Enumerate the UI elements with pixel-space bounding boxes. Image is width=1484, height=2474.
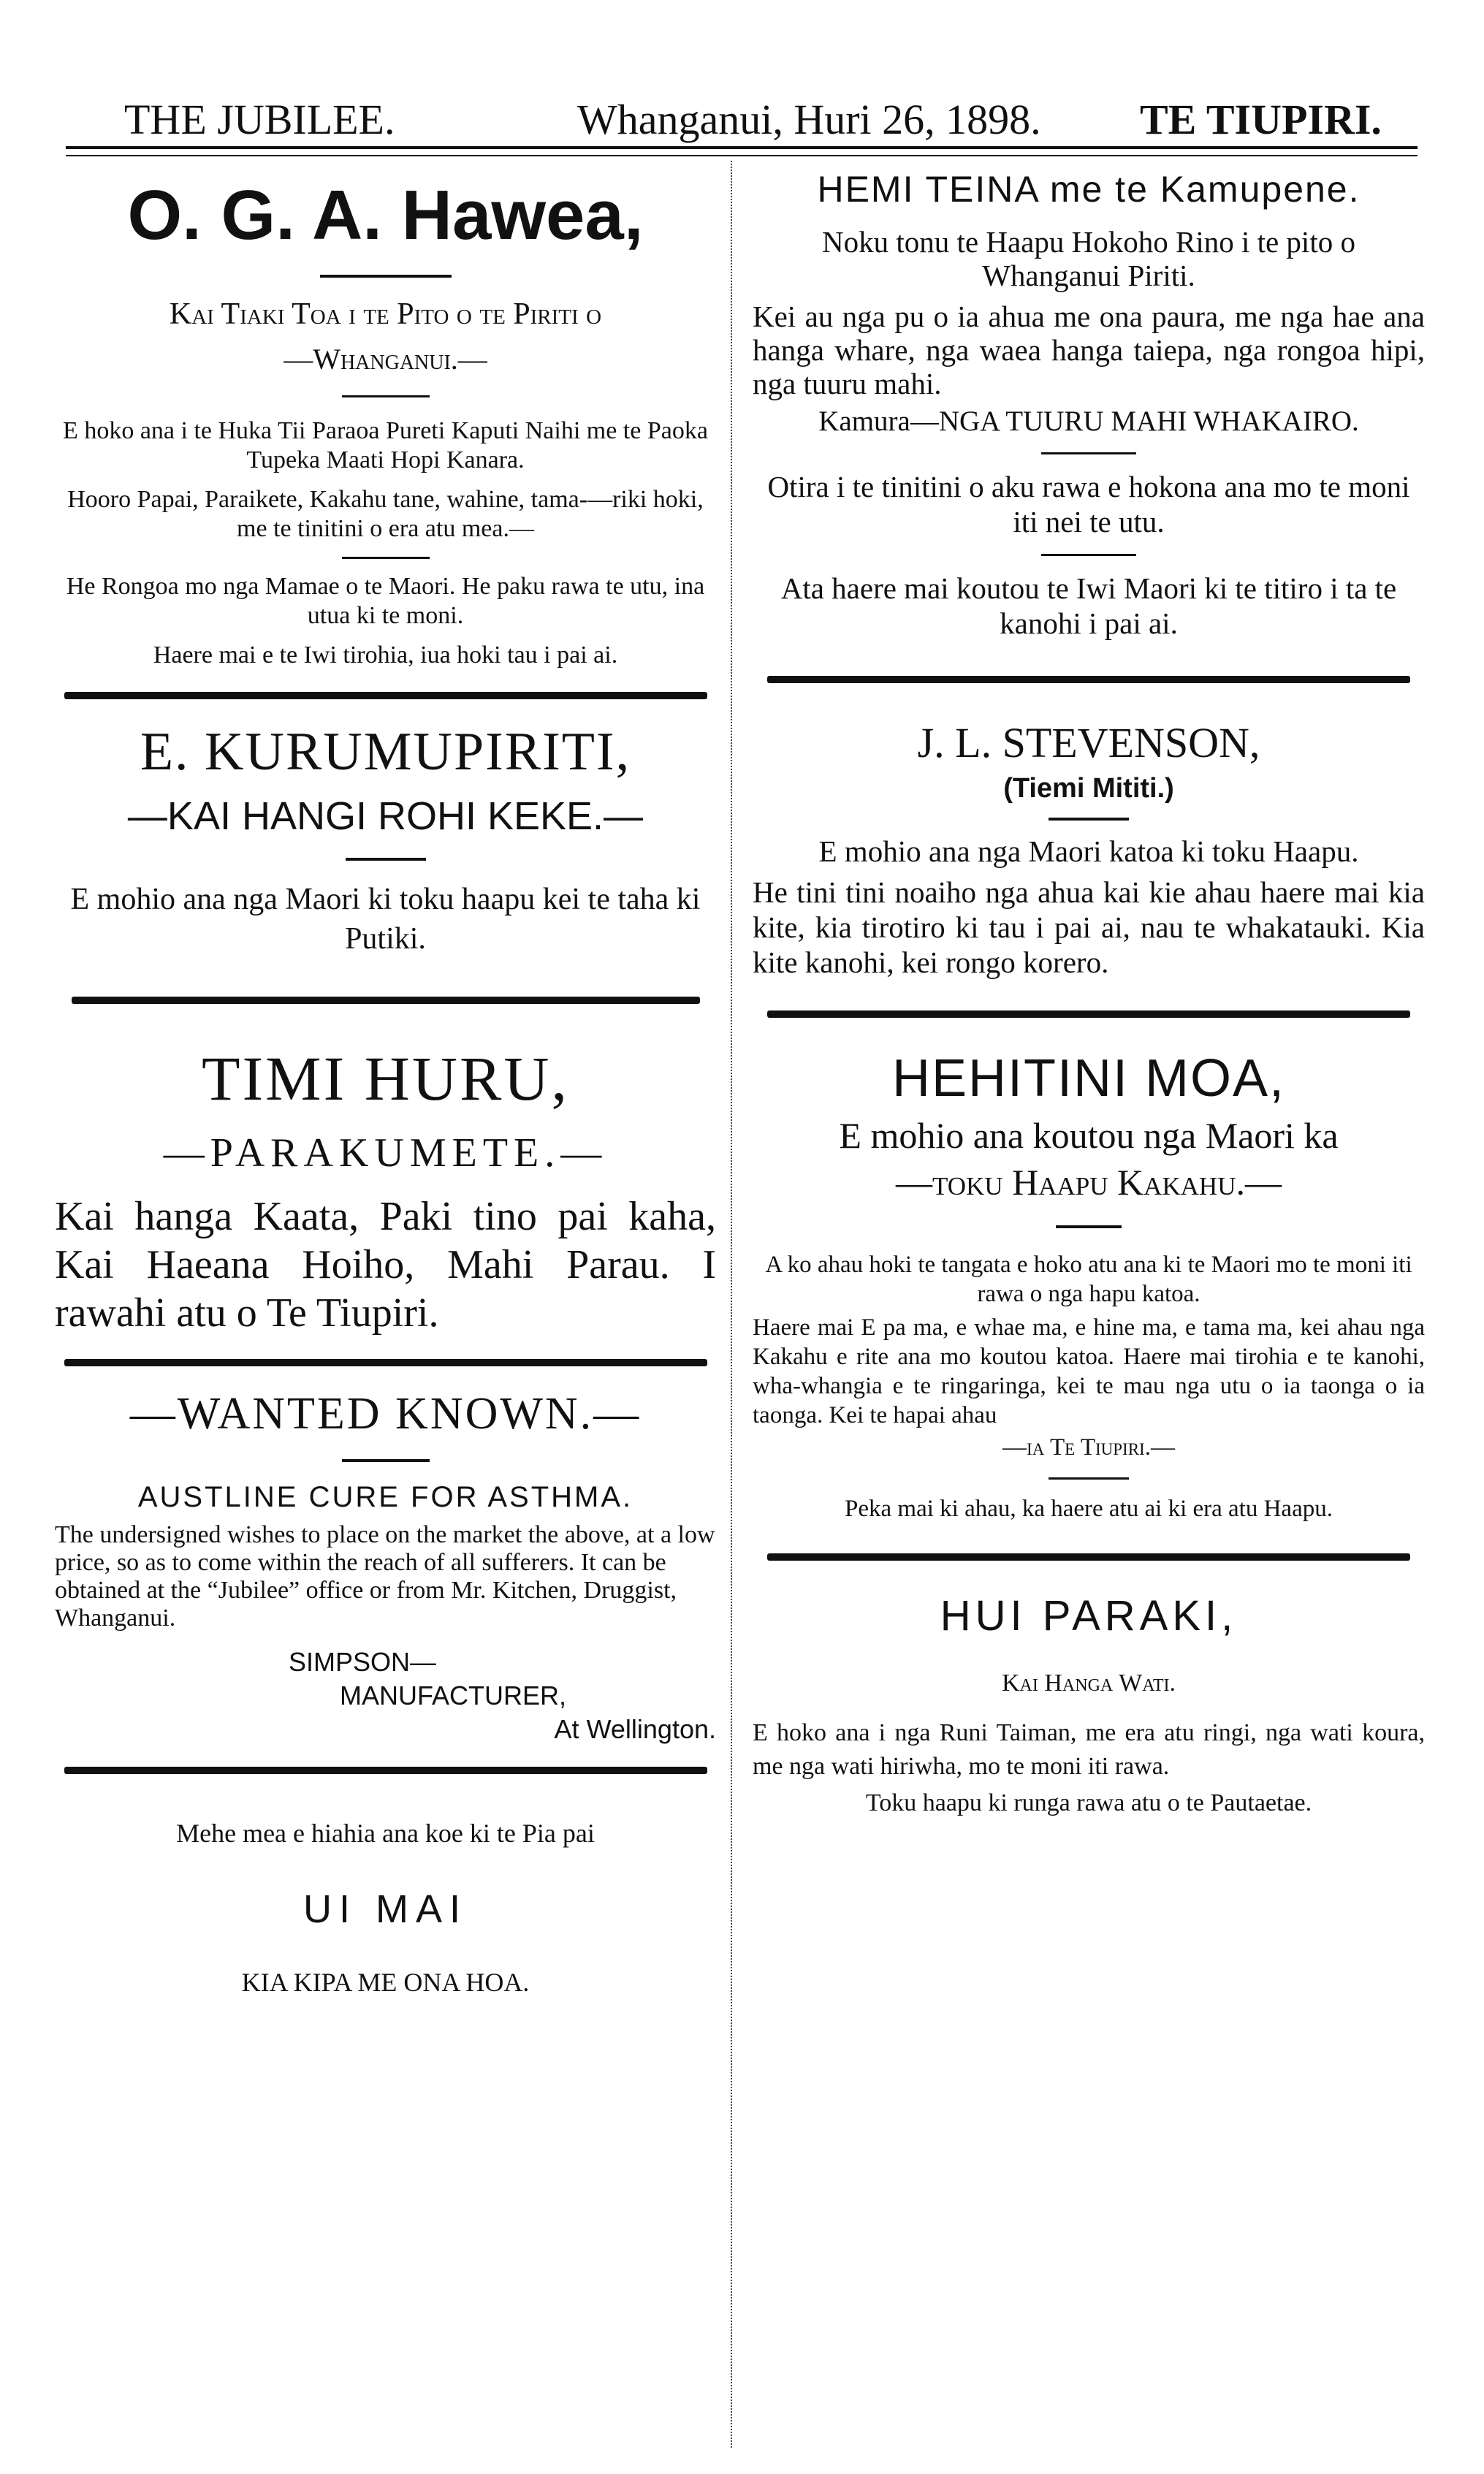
advert-text: E mohio ana nga Maori ki toku haapu kei te taha ki Putiki. — [70, 883, 701, 956]
advert-text: Mehe mea e hiahia ana koe ki te Pia pai — [176, 1819, 595, 1848]
advert-hui-paraki — [753, 1591, 1425, 1817]
divider — [1056, 1225, 1122, 1228]
left-column — [55, 168, 716, 1998]
advert-text: —ia Te Tiupiri.— — [1002, 1434, 1175, 1461]
divider — [346, 858, 426, 861]
advert-text: Kai hanga Kaata, Paki tino pai kaha, Kai Haeana Hoiho, Mahi Parau. I rawahi atu o Te Tiupiri. — [55, 1194, 716, 1336]
section-rule — [64, 692, 707, 699]
advert-text: Otira i te tinitini o aku rawa e hokona ana mo te moni iti nei te utu. — [767, 470, 1410, 538]
advert-title: E. KURUMUPIRITI, — [140, 722, 631, 782]
advert-text: Peka mai ki ahau, ka haere atu ai ki era atu Haapu. — [845, 1496, 1333, 1522]
divider — [1049, 818, 1129, 821]
advert-subtitle: —toku Haapu Kakahu.— — [896, 1162, 1282, 1203]
divider — [1041, 554, 1136, 556]
advert-subtitle: —PARAKUMETE.— — [163, 1130, 608, 1176]
advert-text: Ata haere mai koutou te Iwi Maori ki te titiro i ta te kanohi i pai ai. — [780, 571, 1397, 640]
section-rule — [767, 1553, 1410, 1561]
advert-title: TIMI HURU, — [202, 1043, 569, 1114]
divider — [1041, 452, 1136, 454]
advert-text: The undersigned wishes to place on the market the above, at a low price, so as to come within the reach of all sufferers. It can be obtained at the “Jubilee” office or from Mr. Kitchen, Druggist, Whanganui. — [55, 1521, 715, 1632]
advert-text: Haere mai e te Iwi tirohia, iua hoki tau i pai ai. — [153, 642, 618, 669]
masthead-left: THE JUBILEE. — [124, 96, 395, 143]
divider — [1049, 1477, 1129, 1480]
advert-title: O. G. A. Hawea, — [127, 176, 644, 254]
advert-signature: At Wellington. — [554, 1714, 716, 1744]
advert-text: Toku haapu ki runga rawa atu o te Pautaetae. — [865, 1789, 1312, 1816]
masthead-date: Whanganui, Huri 26, 1898. — [577, 96, 1041, 143]
advert-stevenson — [753, 718, 1425, 980]
advert-text: E mohio ana nga Maori katoa ki toku Haapu. — [818, 834, 1359, 868]
section-rule — [72, 997, 700, 1004]
advert-wanted-known — [55, 1388, 716, 1745]
advert-text: A ko ahau hoki te tangata e hoko atu ana ki te Maori mo te moni iti rawa o nga hapu katoa. — [765, 1252, 1412, 1307]
section-rule — [64, 1359, 707, 1366]
masthead-rule — [66, 146, 1418, 149]
advert-subtitle: E mohio ana koutou nga Maori ka — [839, 1115, 1339, 1156]
masthead-right: TE TIUPIRI. — [1140, 96, 1382, 143]
advert-subtitle: —Whanganui.— — [284, 343, 487, 376]
advert-text: He tini tini noaiho nga ahua kai kie ahau haere mai kia kite, kia tirotiro ki tau i pai ai, nau te whakatauki. Kia kite kanohi, kei rongo korero. — [753, 875, 1425, 979]
advert-text: KIA KIPA ME ONA HOA. — [241, 1968, 530, 1997]
advert-title: HUI PARAKI, — [940, 1592, 1238, 1640]
advert-hehitini-moa — [753, 1048, 1425, 1523]
advert-text: Kamura—NGA TUURU MAHI WHAKAIRO. — [818, 406, 1359, 437]
advert-title: J. L. STEVENSON, — [917, 719, 1260, 766]
advert-title: —WANTED KNOWN.— — [129, 1389, 642, 1439]
advert-title: HEHITINI MOA, — [891, 1049, 1285, 1108]
advert-text: E hoko ana i te Huka Tii Paraoa Pureti Kaputi Naihi me te Paoka Tupeka Maati Hopi Kanara. — [63, 417, 708, 473]
advert-text: Haere mai E pa ma, e whae ma, e hine ma, e tama ma, kei ahau nga Kakahu e rite ana mo koutou katoa. Haere mai tirohia e te kanohi, wha-whangia e te ringaringa, kei te mau nga utu o ia taonga o ia taonga. Kei te hapai ahau — [753, 1314, 1425, 1428]
advert-text: E hoko ana i nga Runi Taiman, me era atu ringi, nga wati koura, me nga wati hiriwha, mo te moni iti rawa. — [753, 1719, 1425, 1780]
advert-subtitle: AUSTLINE CURE FOR ASTHMA. — [137, 1481, 633, 1513]
advert-title: HEMI TEINA me te Kamupene. — [817, 169, 1361, 210]
section-rule — [767, 676, 1410, 683]
divider — [342, 395, 430, 397]
divider — [342, 1459, 430, 1462]
column-divider — [731, 161, 734, 2448]
advert-subtitle: —KAI HANGI ROHI KEKE.— — [127, 794, 644, 838]
advert-text: Hooro Papai, Paraikete, Kakahu tane, wahine, tama-—riki hoki, me te tinitini o era atu mea.— — [67, 486, 704, 542]
advert-hawea — [55, 175, 716, 670]
advert-timi-huru — [55, 1042, 716, 1337]
advert-title: UI MAI — [302, 1887, 468, 1931]
advert-signature: SIMPSON— — [289, 1647, 437, 1677]
advert-ui-mai — [55, 1818, 716, 1998]
divider — [342, 557, 430, 559]
divider — [320, 275, 452, 278]
advert-kurumupiriti — [55, 721, 716, 959]
advert-subtitle: Kai Tiaki Toa i te Pito o te Piriti o — [169, 297, 602, 331]
advert-hemi-teina — [753, 168, 1425, 641]
advert-subtitle: Kai Hanga Wati. — [1001, 1670, 1176, 1697]
advert-subtitle: (Tiemi Mititi.) — [1003, 773, 1174, 804]
advert-text: He Rongoa mo nga Mamae o te Maori. He paku rawa te utu, ina utua ki te moni. — [66, 573, 705, 629]
section-rule — [64, 1767, 707, 1774]
masthead-rule-thin — [66, 155, 1418, 156]
advert-text: Kei au nga pu o ia ahua me ona paura, me nga hae ana hanga whare, nga waea hanga taiepa, nga rongoa hipi, nga tuuru mahi. — [753, 300, 1425, 400]
section-rule — [767, 1010, 1410, 1018]
advert-signature: MANUFACTURER, — [340, 1681, 567, 1710]
masthead — [66, 95, 1418, 153]
right-column — [753, 168, 1425, 1817]
advert-text: Noku tonu te Haapu Hokoho Rino i te pito o Whanganui Piriti. — [822, 225, 1355, 292]
